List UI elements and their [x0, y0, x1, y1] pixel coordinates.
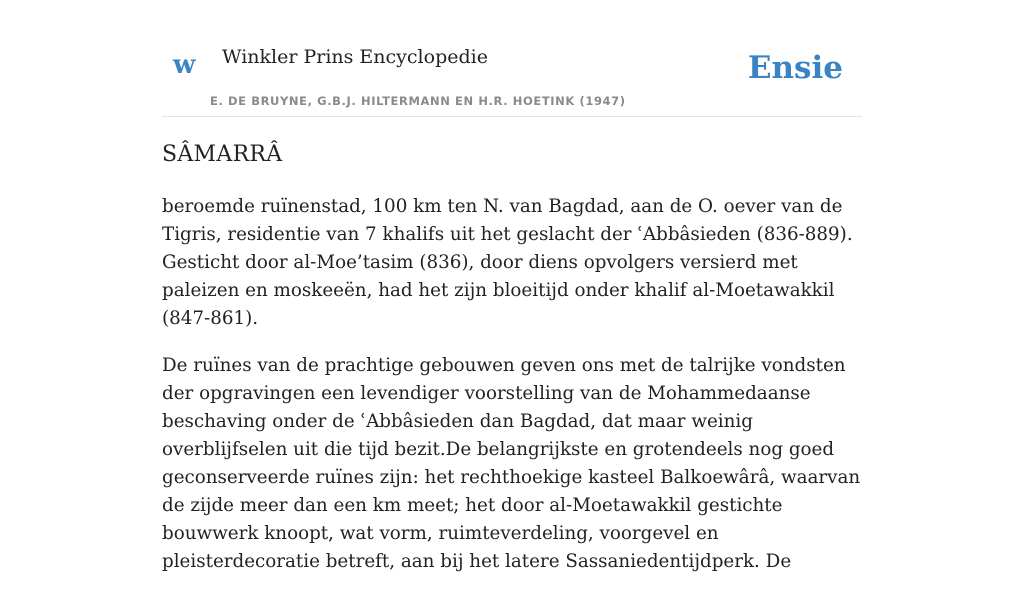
article-title: SÂMARRÂ: [162, 142, 283, 167]
article-paragraph: beroemde ruïnenstad, 100 km ten N. van Bagdad, aan de O. oever van de Tigris, residentie van 7 khalifs uit het geslacht der ʿAbbâsieden (836-889). Gesticht door al-Moe’tasim (836), door diens opvolgers versierd met paleizen en moskeeën, had het zijn bloeitijd onder khalif al-Moetawakkil (847-861).: [162, 196, 853, 329]
authors-line: E. DE BRUYNE, G.B.J. HILTERMANN EN H.R. HOETINK (1947): [210, 94, 626, 108]
article: [162, 138, 862, 595]
winkler-prins-logo-icon[interactable]: w: [173, 50, 196, 80]
site-header: [162, 40, 862, 117]
ensie-logo[interactable]: Ensie: [747, 50, 843, 86]
article-paragraph: De ruïnes van de prachtige gebouwen geven ons met de talrijke vondsten der opgravingen een levendiger voorstelling van de Mohammedaanse beschaving onder de ʿAbbâsieden dan Bagdad, dat maar weinig overblijfselen uit die tijd bezit.De belangrijkste en grotendeels nog goed geconserveerde ruïnes zijn: het rechthoekige kasteel Balkoewârâ, waarvan de zijde meer dan een km meet; het door al-Moetawakkil gestichte bouwwerk knoopt, wat vorm, ruimteverdeling, voorgevel en pleisterdecoratie betreft, aan bij het latere Sassaniedentijdperk. De: [162, 355, 861, 572]
site-title[interactable]: Winkler Prins Encyclopedie: [222, 46, 488, 68]
